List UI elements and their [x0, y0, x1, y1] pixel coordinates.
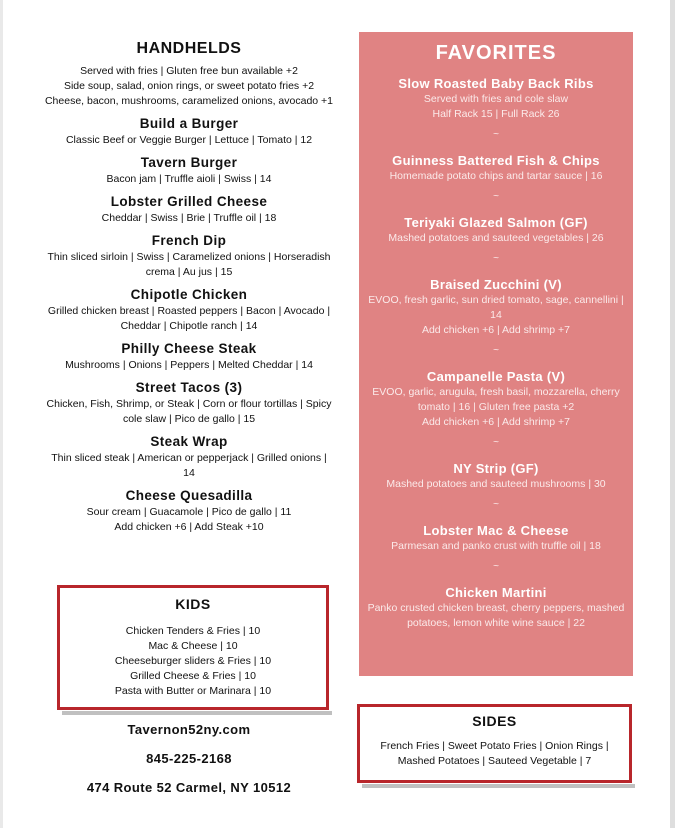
menu-item-name: Cheese Quesadilla: [125, 488, 253, 503]
favorite-item-campanelle: [367, 368, 625, 430]
favorite-item-ribs: [367, 75, 625, 122]
address: 474 Route 52 Carmel, NY 10512: [86, 780, 292, 795]
favorite-item-desc: Mashed potatoes and sauteed mushrooms | 30: [386, 478, 606, 490]
page-edge-left: [0, 0, 3, 828]
favorite-item-desc: Mashed potatoes and sauteed vegetables | 26: [388, 232, 604, 244]
kids-item: Grilled Cheese & Fries | 10: [130, 670, 256, 682]
favorite-item-name: Campanelle Pasta (V): [426, 369, 566, 384]
favorite-item-name: Slow Roasted Baby Back Ribs: [398, 76, 594, 91]
kids-list: [60, 624, 326, 699]
menu-item-build-a-burger: [44, 115, 334, 148]
menu-item-desc: Classic Beef or Veggie Burger | Lettuce | Tomato | 12: [65, 134, 313, 146]
sides-title: SIDES: [472, 713, 517, 729]
favorite-separator: ~: [493, 437, 499, 448]
favorite-item-name: Lobster Mac & Cheese: [423, 523, 569, 538]
website-link[interactable]: Tavernon52ny.com: [127, 722, 251, 737]
menu-item-name: Tavern Burger: [140, 155, 238, 170]
favorite-item-desc: EVOO, garlic, arugula, fresh basil, mozzarella, cherry tomato | 16 | Gluten free pasta +2: [372, 386, 620, 413]
menu-item-desc: Sour cream | Guacamole | Pico de gallo | 11: [86, 506, 292, 518]
favorite-item-name: Teriyaki Glazed Salmon (GF): [404, 215, 588, 230]
favorite-item-fish-chips: [367, 152, 625, 184]
menu-item-french-dip: [44, 232, 334, 280]
handhelds-notes: [44, 64, 334, 109]
phone-number: 845-225-2168: [146, 751, 232, 766]
kids-item: Chicken Tenders & Fries | 10: [125, 625, 261, 637]
sides-list: French Fries | Sweet Potato Fries | Onion Rings | Mashed Potatoes | Sauteed Vegetable | 7: [380, 740, 609, 767]
page-edge-right: [670, 0, 675, 828]
favorites-panel: [359, 32, 633, 676]
handhelds-note: Side soup, salad, onion rings, or sweet potato fries +2: [63, 80, 315, 92]
favorite-item-name: Guinness Battered Fish & Chips: [392, 153, 600, 168]
favorite-item-desc: Panko crusted chicken breast, cherry peppers, mashed potatoes, lemon white wine sauce | 22: [367, 602, 625, 629]
kids-item: Mac & Cheese | 10: [148, 640, 238, 652]
favorites-title: FAVORITES: [435, 42, 557, 64]
menu-item-addons: Add chicken +6 | Add Steak +10: [114, 521, 264, 533]
menu-item-tavern-burger: [44, 154, 334, 187]
favorite-item-desc: Homemade potato chips and tartar sauce | 16: [389, 170, 603, 182]
menu-item-desc: Thin sliced steak | American or pepperjack | Grilled onions | 14: [51, 452, 327, 479]
favorite-item-zucchini: [367, 276, 625, 338]
kids-title: KIDS: [175, 596, 211, 612]
menu-item-philly-cheese-steak: [44, 340, 334, 373]
favorite-separator: ~: [493, 499, 499, 510]
handhelds-note: Cheese, bacon, mushrooms, caramelized onions, avocado +1: [44, 95, 334, 107]
handhelds-title: HANDHELDS: [136, 40, 242, 57]
favorite-item-name: Chicken Martini: [445, 585, 547, 600]
menu-item-name: Build a Burger: [139, 116, 239, 131]
favorite-separator: ~: [493, 191, 499, 202]
menu-item-name: Philly Cheese Steak: [121, 341, 257, 356]
favorite-item-salmon: [367, 214, 625, 246]
favorite-separator: ~: [493, 561, 499, 572]
menu-item-name: Street Tacos (3): [135, 380, 243, 395]
sides-box: [357, 704, 632, 783]
kids-item: Pasta with Butter or Marinara | 10: [114, 685, 272, 697]
favorite-item-name: Braised Zucchini (V): [430, 277, 562, 292]
favorite-item-lobster-mac: [367, 522, 625, 554]
menu-item-desc: Grilled chicken breast | Roasted peppers | Bacon | Avocado | Cheddar | Chipotle ranch | 14: [47, 305, 331, 332]
kids-item: Cheeseburger sliders & Fries | 10: [114, 655, 272, 667]
menu-item-desc: Cheddar | Swiss | Brie | Truffle oil | 18: [101, 212, 277, 224]
menu-item-cheese-quesadilla: [44, 487, 334, 535]
favorite-item-ny-strip: [367, 460, 625, 492]
favorite-item-desc: Add chicken +6 | Add shrimp +7: [421, 324, 571, 336]
menu-item-name: French Dip: [151, 233, 227, 248]
favorite-separator: ~: [493, 129, 499, 140]
kids-box: [57, 585, 329, 710]
favorite-separator: ~: [493, 253, 499, 264]
menu-item-desc: Chicken, Fish, Shrimp, or Steak | Corn or flour tortillas | Spicy cole slaw | Pico de gallo | 15: [46, 398, 332, 425]
menu-item-desc: Mushrooms | Onions | Peppers | Melted Cheddar | 14: [65, 359, 313, 371]
menu-item-desc: Bacon jam | Truffle aioli | Swiss | 14: [106, 173, 272, 185]
favorite-item-desc: Add chicken +6 | Add shrimp +7: [421, 416, 571, 428]
favorite-item-desc: Parmesan and panko crust with truffle oil | 18: [391, 540, 601, 552]
favorite-item-desc: Served with fries and cole slaw: [423, 93, 569, 105]
handhelds-note: Served with fries | Gluten free bun available +2: [80, 65, 298, 77]
menu-item-desc: Thin sliced sirloin | Swiss | Caramelized onions | Horseradish crema | Au jus | 15: [47, 251, 331, 278]
favorites-list: [359, 75, 633, 631]
menu-item-steak-wrap: [44, 433, 334, 481]
menu-item-street-tacos: [44, 379, 334, 427]
menu-item-name: Steak Wrap: [150, 434, 228, 449]
menu-item-name: Lobster Grilled Cheese: [110, 194, 268, 209]
favorite-item-desc: Half Rack 15 | Full Rack 26: [432, 108, 560, 120]
menu-item-chipotle-chicken: [44, 286, 334, 334]
contact-block: [44, 722, 334, 795]
menu-item-lobster-grilled-cheese: [44, 193, 334, 226]
favorite-separator: ~: [493, 345, 499, 356]
favorite-item-name: NY Strip (GF): [453, 461, 539, 476]
handhelds-section: [44, 40, 334, 535]
favorite-item-desc: EVOO, fresh garlic, sun dried tomato, sage, cannellini | 14: [368, 294, 624, 321]
favorite-item-chicken-martini: [367, 584, 625, 631]
menu-item-name: Chipotle Chicken: [130, 287, 248, 302]
